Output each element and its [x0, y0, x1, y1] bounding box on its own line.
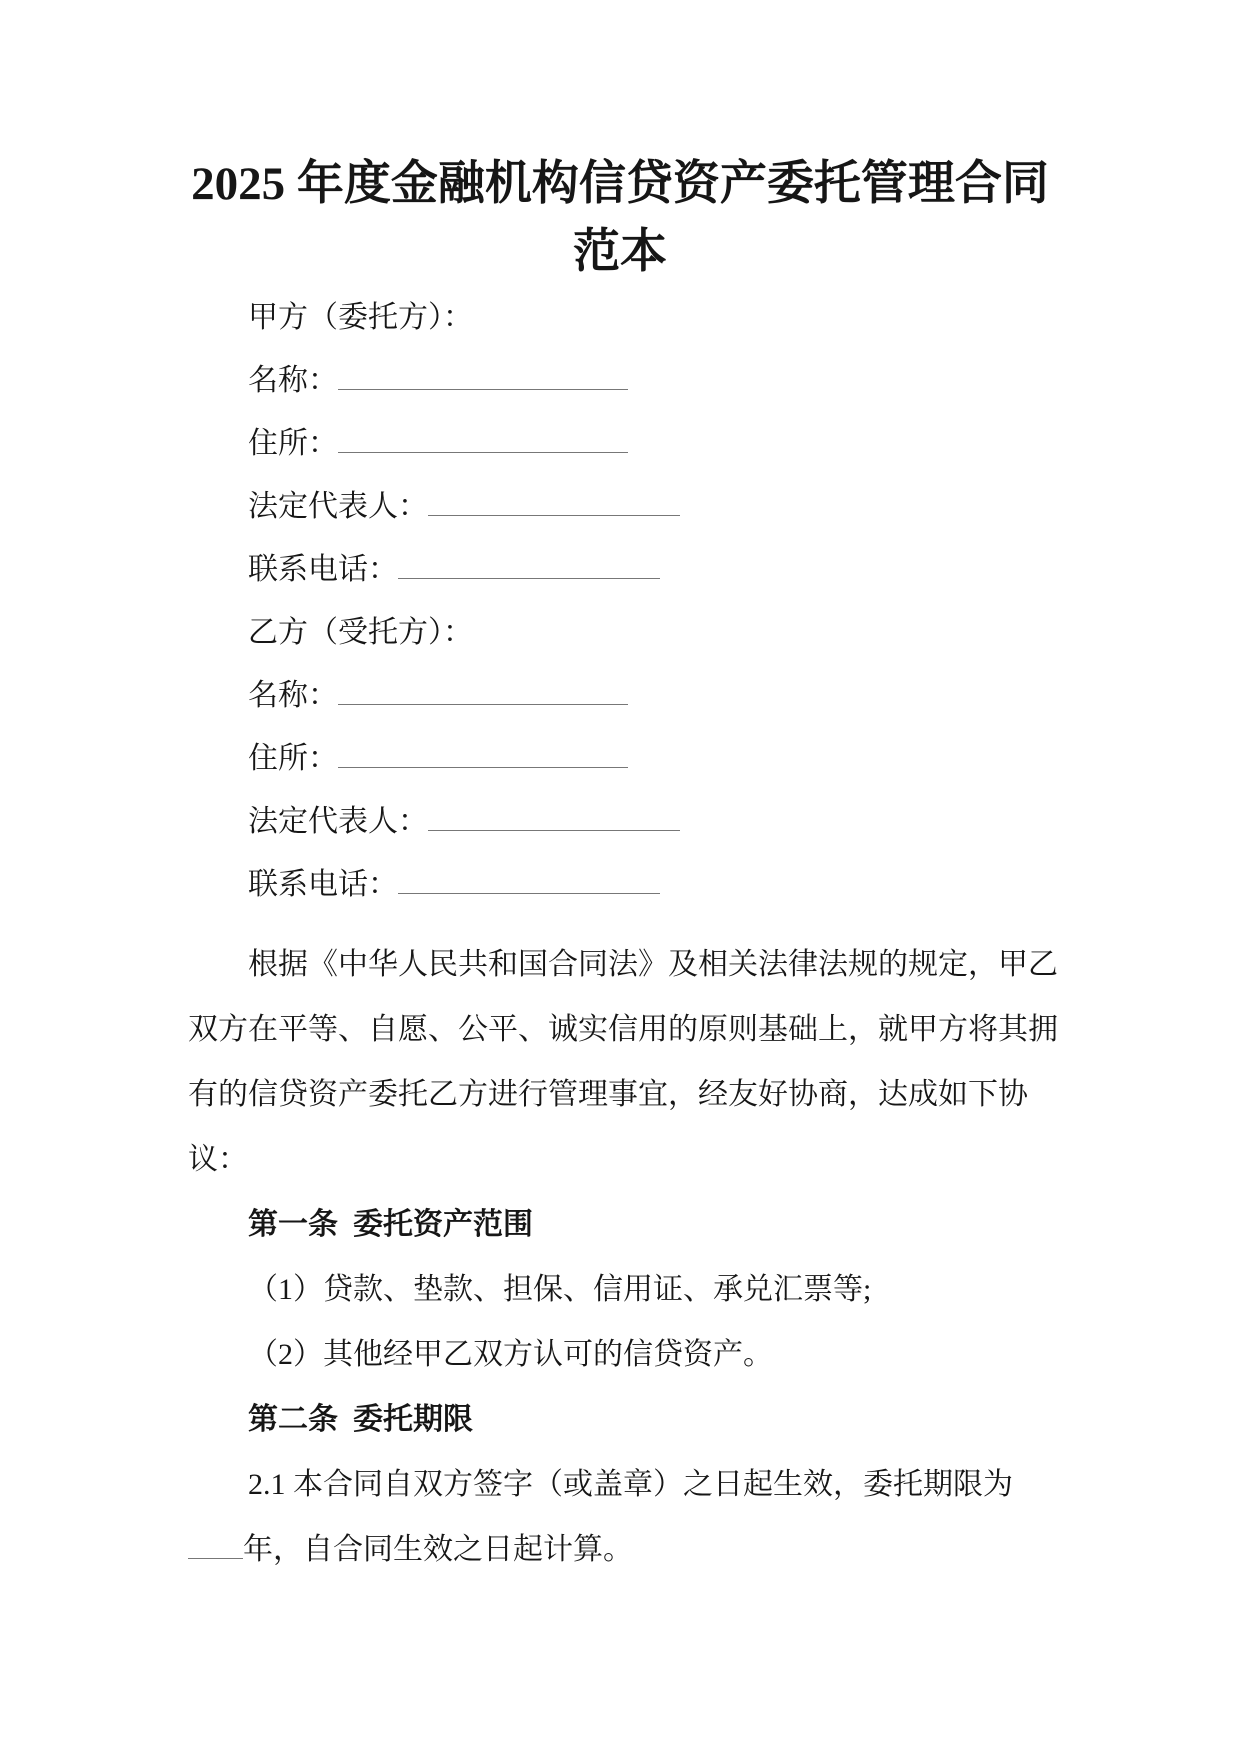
party-a-name-row: [188, 349, 1052, 412]
party-a-phone-label: 联系电话：: [248, 553, 398, 586]
preamble-line-4: 议：: [188, 1143, 248, 1176]
party-a-address-blank: [338, 448, 628, 453]
parties-section: [188, 286, 1052, 916]
party-a-legal-rep-row: [188, 475, 1052, 538]
party-a-legal-rep-label: 法定代表人：: [248, 490, 428, 523]
preamble-line-1: 根据《中华人民共和国合同法》及相关法律法规的规定，甲乙: [248, 948, 1058, 981]
party-b-phone-row: [188, 853, 1052, 916]
party-b-name-label: 名称：: [248, 679, 338, 712]
preamble-line-3: 有的信贷资产委托乙方进行管理事宜，经友好协商，达成如下协: [188, 1078, 1028, 1111]
article-1-item-1: （1）贷款、垫款、担保、信用证、承兑汇票等;: [248, 1273, 872, 1306]
party-a-name-label: 名称：: [248, 364, 338, 397]
party-b-legal-rep-blank: [428, 826, 680, 831]
party-a-legal-rep-blank: [428, 511, 680, 516]
clause-2-1-line-2-text: 年，自合同生效之日起计算。: [243, 1533, 633, 1566]
article-1-heading: 第一条 委托资产范围: [248, 1208, 533, 1241]
article-2-heading: 第二条 委托期限: [248, 1403, 473, 1436]
party-b-phone-label: 联系电话：: [248, 868, 398, 901]
party-a-name-blank: [338, 385, 628, 390]
party-a-phone-row: [188, 538, 1052, 601]
clause-2-1-year-blank: [188, 1554, 243, 1559]
title-line-2: 范本: [573, 226, 667, 278]
document-title: [188, 150, 1052, 286]
party-b-heading: 乙方（受托方）：: [248, 616, 473, 649]
party-b-address-label: 住所：: [248, 742, 338, 775]
party-b-address-row: [188, 727, 1052, 790]
party-a-phone-blank: [398, 574, 660, 579]
clause-2-1-line-1: 2.1 本合同自双方签字（或盖章）之日起生效，委托期限为: [248, 1468, 1013, 1501]
preamble-line-2: 双方在平等、自愿、公平、诚实信用的原则基础上，就甲方将其拥: [188, 1013, 1058, 1046]
party-b-phone-blank: [398, 889, 660, 894]
party-a-heading: 甲方（委托方）：: [248, 301, 473, 334]
party-b-name-row: [188, 664, 1052, 727]
title-line-1: 2025 年度金融机构信贷资产委托管理合同: [191, 158, 1049, 210]
contract-page: [188, 0, 1058, 1582]
party-b-legal-rep-row: [188, 790, 1052, 853]
party-b-address-blank: [338, 763, 628, 768]
party-b-name-blank: [338, 700, 628, 705]
party-a-address-label: 住所：: [248, 427, 338, 460]
clause-2-1-line-2: [188, 1517, 1052, 1582]
body-section: [188, 932, 1058, 1582]
party-a-address-row: [188, 412, 1052, 475]
article-1-item-2: （2）其他经甲乙双方认可的信贷资产。: [248, 1338, 773, 1371]
party-b-legal-rep-label: 法定代表人：: [248, 805, 428, 838]
